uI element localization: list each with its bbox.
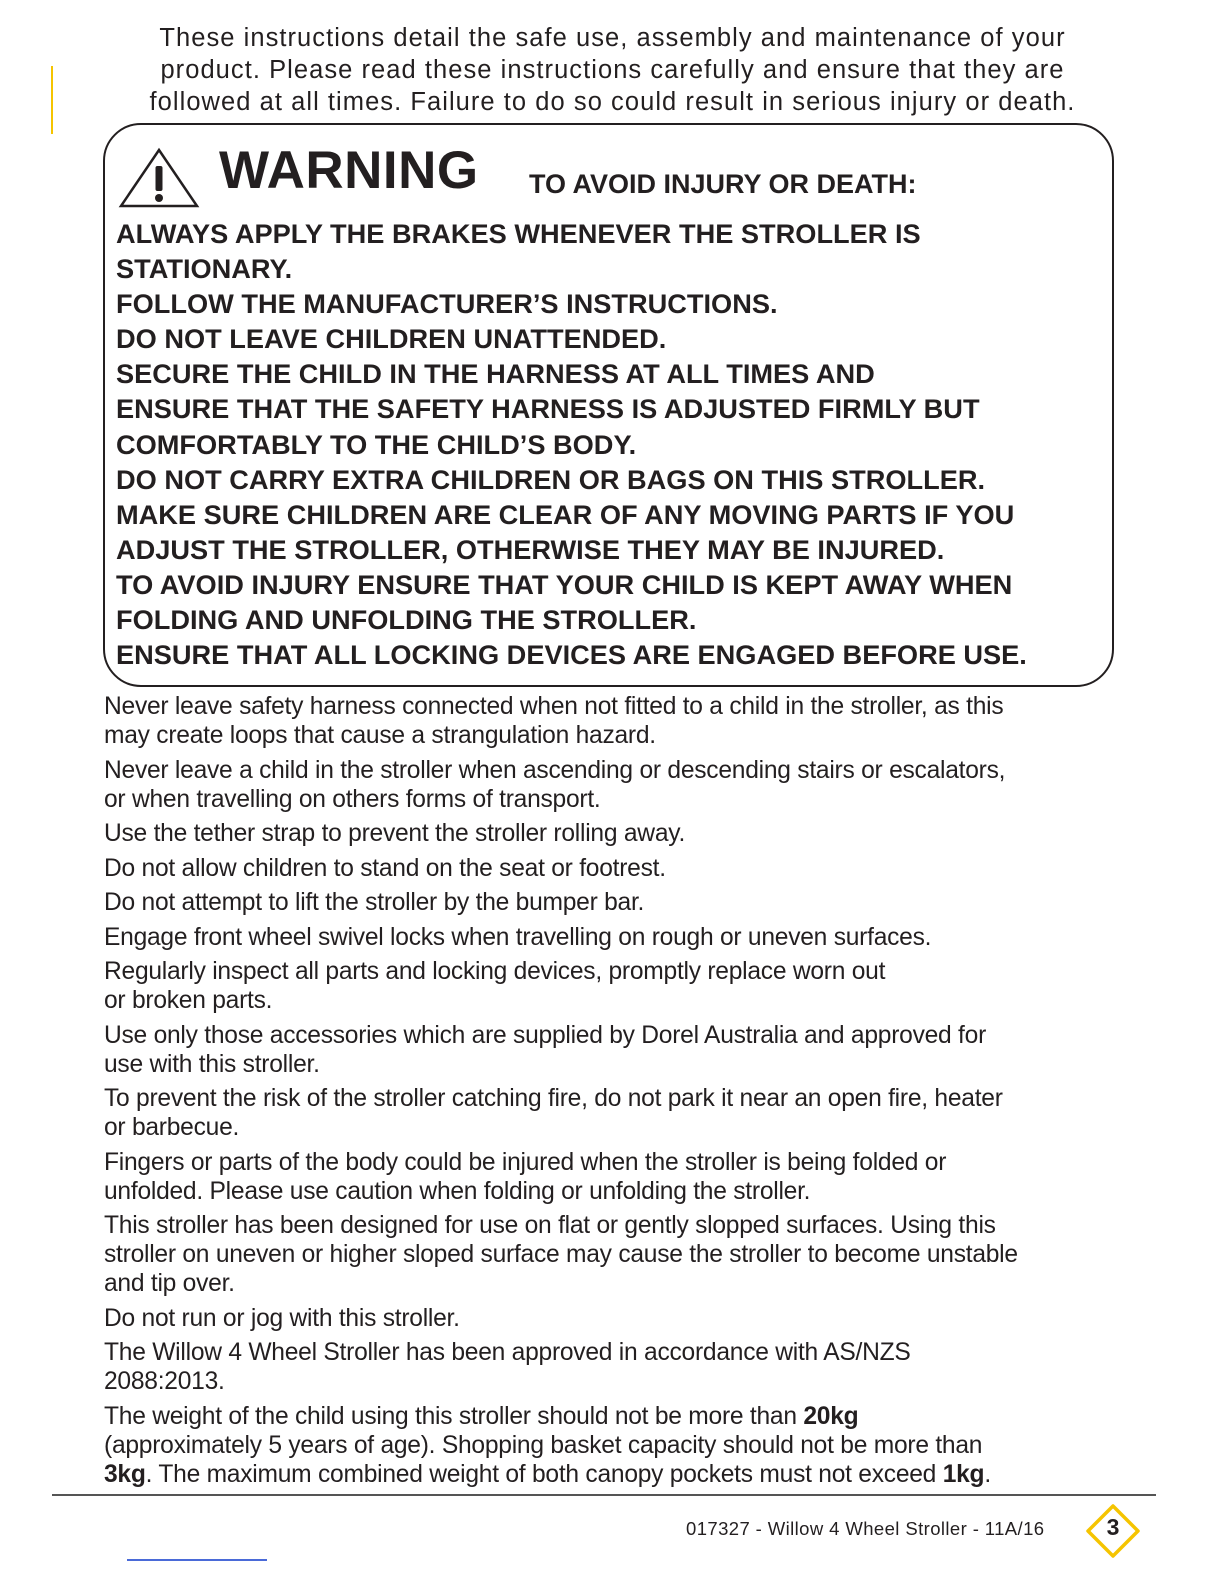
warning-header [118,141,1108,206]
warning-line: COMFORTABLY TO THE CHILD’S BODY. [116,428,637,460]
note-weight-limits [104,1402,1114,1489]
intro-line: followed at all times. Failure to do so could result in serious injury or death. [149,88,1076,116]
note-line [104,1460,1114,1489]
warning-line: ADJUST THE STROLLER, OTHERWISE THEY MAY BE INJURED. [116,533,945,565]
warning-line: MAKE SURE CHILDREN ARE CLEAR OF ANY MOVING PARTS IF YOU [116,498,1015,530]
warning-line: STATIONARY. [116,253,293,285]
warning-line: DO NOT CARRY EXTRA CHILDREN OR BAGS ON THIS STROLLER. [116,463,986,495]
note-standing [104,854,1114,883]
intro-paragraph [110,22,1115,118]
note-line: Do not attempt to lift the stroller by the bumper bar. [104,889,645,916]
note-tether-strap [104,819,1114,848]
note-surfaces [104,1211,1114,1298]
warning-subtitle: TO AVOID INJURY OR DEATH: [529,169,917,199]
page-number: 3 [1106,1514,1120,1540]
note-folding [104,1148,1114,1206]
note-harness-loops [104,692,1114,750]
note-line: or barbecue. [104,1114,240,1141]
note-line: Do not run or jog with this stroller. [104,1304,460,1332]
weight-text: The weight of the child using this stroller should not be more than [104,1402,804,1430]
note-line: Fingers or parts of the body could be injured when the stroller is being folded or [104,1148,947,1176]
note-line: (approximately 5 years of age). Shopping basket capacity should not be more than [104,1431,983,1459]
note-no-jogging [104,1304,1114,1333]
note-swivel-locks [104,923,1114,952]
note-line: stroller on uneven or higher sloped surface may cause the stroller to become unstable [104,1241,1018,1268]
note-stairs [104,756,1114,814]
child-weight-limit: 20kg [803,1402,859,1430]
note-line: or when travelling on others forms of transport. [104,785,601,813]
note-line: The Willow 4 Wheel Stroller has been approved in accordance with AS/NZS [104,1339,911,1366]
warning-line: ALWAYS APPLY THE BRAKES WHENEVER THE STROLLER IS [116,218,921,249]
note-accessories [104,1021,1114,1079]
note-fire [104,1084,1114,1142]
bottom-accent-line [127,1559,267,1561]
note-line: may create loops that cause a strangulation hazard. [104,722,656,749]
note-inspect-parts [104,957,1114,1015]
footer-doc-ref: 017327 - Willow 4 Wheel Stroller - 11A/16 [686,1518,1045,1539]
note-line: and tip over. [104,1270,235,1297]
note-line: Regularly inspect all parts and locking devices, promptly replace worn out [104,958,886,985]
note-line: Never leave safety harness connected when not fitted to a child in the stroller, as this [104,693,1004,720]
note-line: 2088:2013. [104,1368,225,1395]
note-line: This stroller has been designed for use on flat or gently slopped surfaces. Using this [104,1212,996,1239]
safety-notes [104,692,1114,1494]
note-line: Engage front wheel swivel locks when travelling on rough or uneven surfaces. [104,923,932,951]
note-line: or broken parts. [104,987,273,1014]
pockets-weight-limit: 1kg [942,1460,985,1488]
note-line: To prevent the risk of the stroller catching fire, do not park it near an open fire, heater [104,1085,1003,1112]
warning-list [116,216,1106,672]
note-line: Use the tether strap to prevent the stroller rolling away. [104,820,686,847]
note-line: Do not allow children to stand on the seat or footrest. [104,854,666,882]
warning-line: TO AVOID INJURY ENSURE THAT YOUR CHILD IS KEPT AWAY WHEN [116,568,1013,600]
basket-weight-limit: 3kg [104,1460,146,1488]
note-line: Use only those accessories which are supplied by Dorel Australia and approved for [104,1021,987,1049]
note-bumper-bar [104,888,1114,917]
warning-title: WARNING [219,141,479,200]
note-line: use with this stroller. [104,1050,320,1078]
warning-line: DO NOT LEAVE CHILDREN UNATTENDED. [116,323,667,355]
warning-line: FOLDING AND UNFOLDING THE STROLLER. [116,604,697,636]
note-line: Never leave a child in the stroller when ascending or descending stairs or escalators, [104,756,1006,784]
warning-line: ENSURE THAT THE SAFETY HARNESS IS ADJUSTED FIRMLY BUT [116,393,980,425]
note-standard-approval [104,1338,1114,1396]
intro-line: product. Please read these instructions carefully and ensure that they are [160,56,1065,84]
intro-line: These instructions detail the safe use, assembly and maintenance of your [159,24,1066,52]
margin-accent-line [51,66,53,134]
weight-text: . [984,1460,991,1488]
note-line: unfolded. Please use caution when folding or unfolding the stroller. [104,1177,811,1205]
warning-line: SECURE THE CHILD IN THE HARNESS AT ALL TIMES AND [116,358,875,390]
note-line [104,1402,1114,1431]
footer-divider [52,1494,1156,1496]
warning-line: FOLLOW THE MANUFACTURER’S INSTRUCTIONS. [116,288,778,320]
weight-text: . The maximum combined weight of both canopy pockets must not exceed [145,1460,943,1488]
warning-triangle-icon [118,146,200,210]
warning-line: ENSURE THAT ALL LOCKING DEVICES ARE ENGAGED BEFORE USE. [116,639,1027,671]
